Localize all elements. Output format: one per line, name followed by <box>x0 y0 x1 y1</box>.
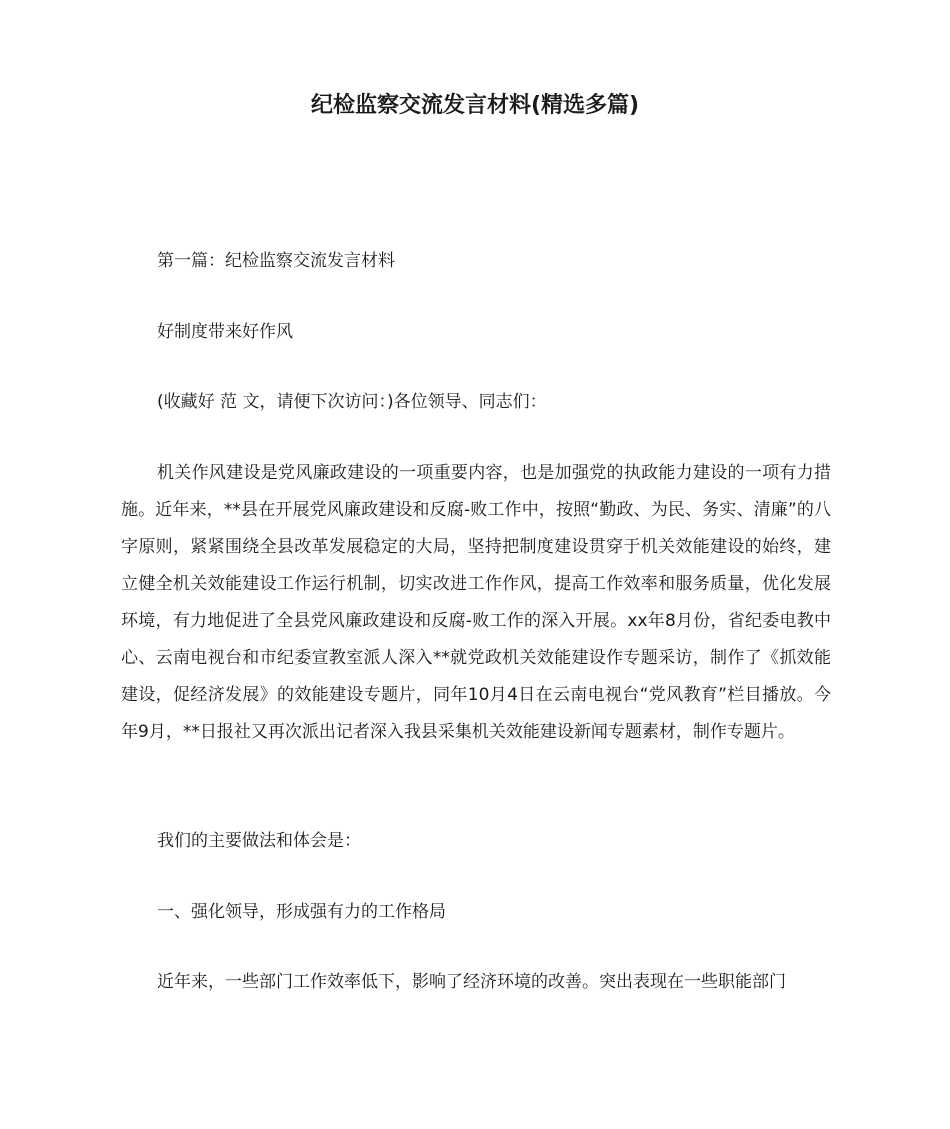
body-paragraph: 机关作风建设是党风廉政建设的一项重要内容，也是加强党的执政能力建设的一项有力措施。近年来，**县在开展党风廉政建设和反腐-败工作中，按照“勤政、为民、务实、清廉”的八字原则，紧紧围绕全县改革发展稳定的大局，坚持把制度建设贯穿于机关效能建设的始终，建立健全机关效能建设工作运行机制，切实改进工作作风，提高工作效率和服务质量，优化发展环境，有力地促进了全县党风廉政建设和反腐-败工作的深入开展。xx年8月份，省纪委电教中心、云南电视台和市纪委宣教室派人深入**就党政机关效能建设作专题采访，制作了《抓效能建设，促经济发展》的效能建设专题片，同年10月4日在云南电视台“党风教育”栏目播放。今年9月，**日报社又再次派出记者深入我县采集机关效能建设新闻专题素材，制作专题片。 <box>121 463 831 742</box>
subtitle-paragraph: 好制度带来好作风 <box>157 322 293 342</box>
section-heading-one: 一、强化领导，形成强有力的工作格局 <box>157 902 446 922</box>
document-title: 纪检监察交流发言材料(精选多篇) <box>310 93 640 118</box>
body-paragraph-continued: 近年来，一些部门工作效率低下，影响了经济环境的改善。突出表现在一些职能部门 <box>157 972 786 992</box>
greeting-paragraph: (收藏好 范 文，请便下次访问：)各位领导、同志们： <box>157 392 547 412</box>
section-heading-part-one: 第一篇：纪检监察交流发言材料 <box>157 251 395 271</box>
intro-paragraph: 我们的主要做法和体会是： <box>157 831 361 851</box>
